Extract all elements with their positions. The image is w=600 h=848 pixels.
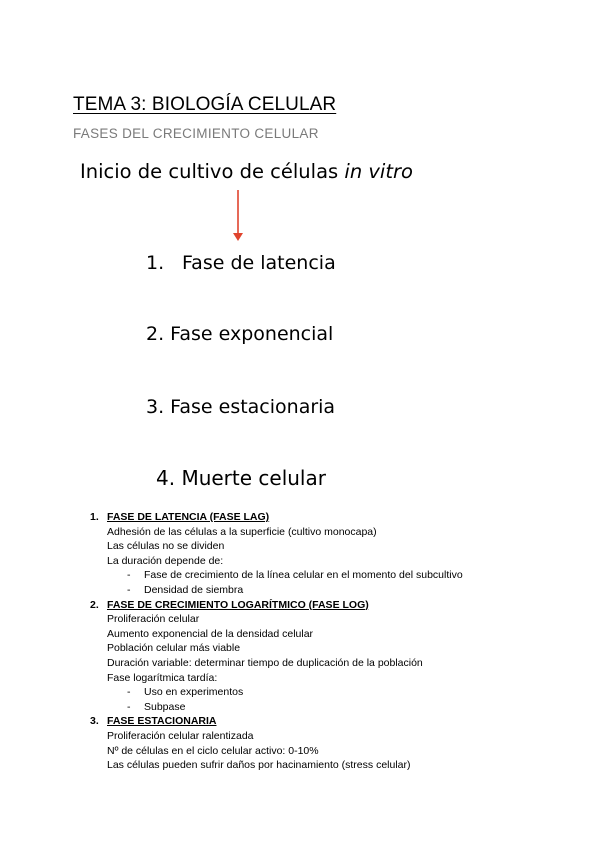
down-arrow-icon: [230, 190, 246, 244]
bullet-item: [90, 568, 463, 583]
bullet-dash: -: [127, 569, 131, 582]
section-line: Fase logarítmica tardía:: [107, 671, 218, 684]
section-number: 2.: [90, 598, 99, 611]
section-line: Población celular más viable: [107, 642, 241, 655]
section-line: Nº de células en el ciclo celular activo: 0-10%: [107, 744, 319, 757]
section-line: Proliferación celular: [107, 613, 200, 626]
bullet-text: Densidad de siembra: [144, 583, 244, 596]
bullet-item: [90, 700, 463, 715]
page-subtitle: FASES DEL CRECIMIENTO CELULAR: [73, 126, 319, 141]
section-heading: [90, 598, 463, 613]
section-line: Aumento exponencial de la densidad celular: [107, 627, 314, 640]
bullet-text: Fase de crecimiento de la línea celular en el momento del subcultivo: [144, 569, 463, 582]
section-heading: [90, 714, 463, 729]
section-title: FASE DE LATENCIA (FASE LAG): [107, 511, 270, 523]
section-number: 1.: [90, 511, 99, 523]
bullet-text: Subpase: [144, 700, 186, 713]
bullet-item: [90, 583, 463, 598]
diagram-phase-1-number: 1.: [146, 252, 165, 274]
diagram-start-text: [80, 160, 413, 183]
diagram-phase-1-label: Fase de latencia: [182, 252, 336, 274]
diagram-phase-3: 3. Fase estacionaria: [146, 396, 336, 418]
diagram-start-main: Inicio de cultivo de células: [80, 160, 339, 183]
section-title: FASE ESTACIONARIA: [107, 715, 217, 728]
section-line: La duración depende de:: [107, 554, 224, 567]
section-line: Las células no se dividen: [107, 540, 225, 553]
section-line: Adhesión de las células a la superficie (cultivo monocapa): [107, 525, 377, 538]
section-heading: [90, 510, 463, 525]
section-line: Proliferación celular ralentizada: [107, 729, 254, 742]
page-title: TEMA 3: BIOLOGÍA CELULAR: [73, 94, 337, 115]
bullet-dash: -: [127, 686, 131, 699]
section-line: Las células pueden sufrir daños por hacinamiento (stress celular): [107, 759, 411, 772]
section-title: FASE DE CRECIMIENTO LOGARÍTMICO (FASE LOG): [107, 598, 369, 611]
phase-notes: [90, 510, 463, 773]
section-number: 3.: [90, 715, 99, 728]
diagram-phase-1: [146, 252, 336, 274]
bullet-dash: -: [127, 700, 131, 713]
diagram-phase-2: 2. Fase exponencial: [146, 323, 334, 345]
diagram-phase-4: 4. Muerte celular: [156, 466, 326, 490]
bullet-dash: -: [127, 583, 131, 596]
bullet-item: [90, 685, 463, 700]
bullet-text: Uso en experimentos: [144, 686, 244, 699]
diagram-start-italic: in vitro: [344, 160, 413, 183]
section-line: Duración variable: determinar tiempo de duplicación de la población: [107, 656, 423, 669]
